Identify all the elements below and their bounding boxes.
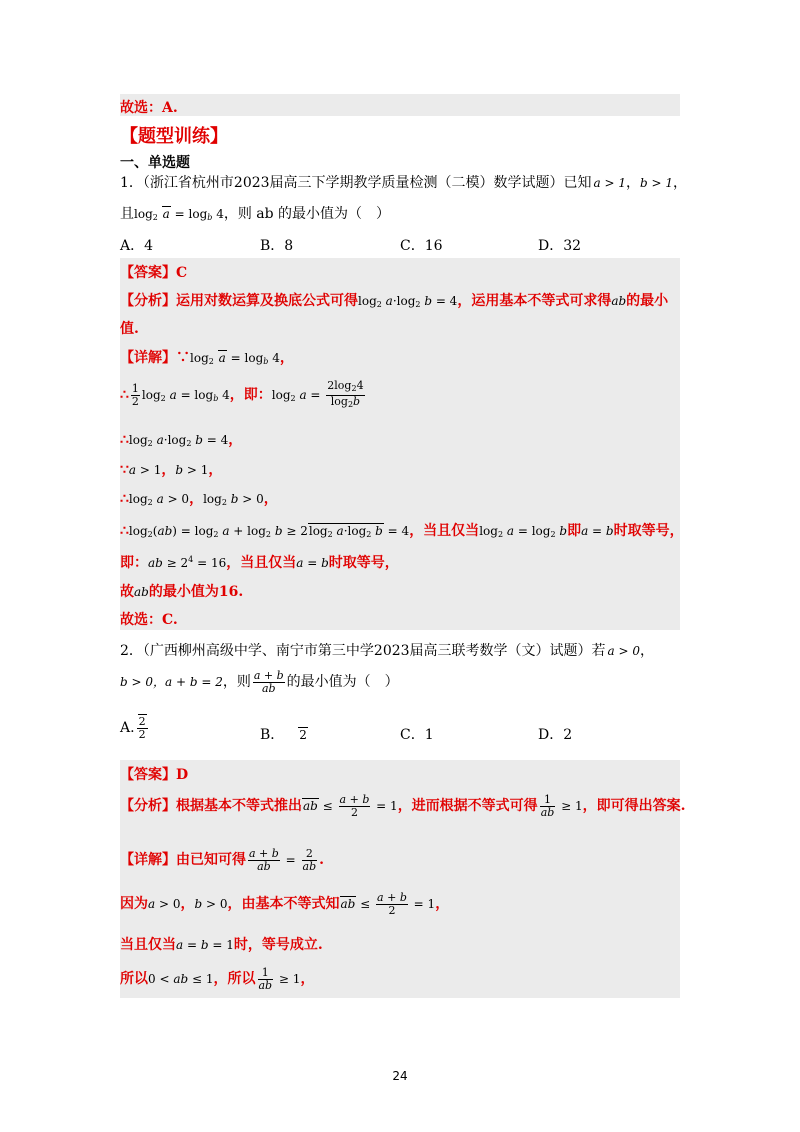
q2-option-d[interactable]: D．2 [538, 727, 573, 743]
page-number: 24 [392, 1069, 408, 1083]
section-title: 【题型训练】 [120, 126, 228, 147]
q2-option-c[interactable]: C．1 [400, 727, 434, 743]
q1-option-a[interactable]: A．4 [120, 238, 154, 254]
q1-step5: $\therefore\log_2(ab) = \log_2 a + \log_2 b \ge 2\log_2$ $a\cdot\log_2$ b = 4，当且仅当$\log_2 a = \log_2 b$即a = b时取等号， [120, 523, 684, 539]
top-choice: 故选：A. [120, 100, 178, 116]
q1-option-d[interactable]: D．32 [538, 238, 582, 254]
q1-option-c[interactable]: C．16 [400, 238, 443, 254]
q1-detail: 【详解】$\because\log_2$ $a = \log_b 4$， [120, 350, 294, 366]
q2-so: 所以0 < ab ≤ 1，所以 $\frac{1}{ab}$ ≥ 1， [120, 966, 315, 992]
q1-answer: 【答案】C [120, 265, 188, 281]
q1-analysis-cont: 值. [120, 321, 139, 337]
q1-step2: $\therefore\log_2$ $a\cdot\log_2$ b = 4， [120, 432, 243, 448]
q2-detail: 【详解】由已知可得 $\frac{a + b}{ab}$ = $\frac{2}{ab}$ . [120, 847, 324, 873]
solution-band-top [120, 94, 680, 116]
q1-line2: 且$\log_2 a = \log_b 4$，则 ab 的最小值为（ ） [120, 206, 391, 222]
q2-answer: 【答案】D [120, 767, 189, 783]
q1-option-b[interactable]: B．8 [260, 238, 294, 254]
q2-line1: 2．（广西柳州高级中学、南宁市第三中学2023届高三联考数学（文）试题）若 a > 0， [120, 643, 655, 659]
q1-step1: ∴ $\frac{1}{2}$ $\log_2 a = \log_b 4$，即：$\log_2 a$ = $\frac{2\log_24}{\log_2b}$ [120, 379, 364, 409]
q1-step6: 即：ab ≥ $2^4 = 16$，当且仅当a = b时取等号， [120, 555, 399, 571]
subsection-title: 一、单选题 [120, 155, 190, 171]
q1-step7: 故ab的最小值为16. [120, 584, 244, 600]
q2-equality: 当且仅当a = b = 1时，等号成立. [120, 937, 323, 953]
q1-step3: ∵a > 1，b > 1， [120, 462, 223, 478]
q1-step4: $\therefore\log_2$ a > 0，$\log_2 b > 0$， [120, 491, 278, 507]
q1-analysis: 【分析】运用对数运算及换底公式可得$\log_2 a\cdot\log_2$ b = 4，运用基本不等式可求得ab的最小 [120, 293, 669, 309]
q2-option-b[interactable]: B． 2 [260, 727, 307, 743]
q2-line2: b > 0，a + b = 2，则 $\frac{a + b}{ab}$ 的最小值为（ ） [120, 669, 399, 695]
q2-option-a[interactable]: A. $\frac{2}{2}$ [120, 715, 146, 741]
q1-line1: 1．（浙江省杭州市2023届高三下学期教学质量检测（二模）数学试题）已知 a > 1，b > 1， [120, 175, 688, 191]
q2-analysis: 【分析】根据基本不等式推出ab ≤ $\frac{a + b}{2}$ = 1，进而根据不等式可得 $\frac{1}{ab}$ ≥ 1，即可得出答案. [120, 793, 686, 819]
q1-choice: 故选：C. [120, 612, 178, 628]
q2-because: 因为a > 0，b > 0，由基本不等式知ab ≤ $\frac{a + b}{2}$ = 1， [120, 891, 450, 917]
